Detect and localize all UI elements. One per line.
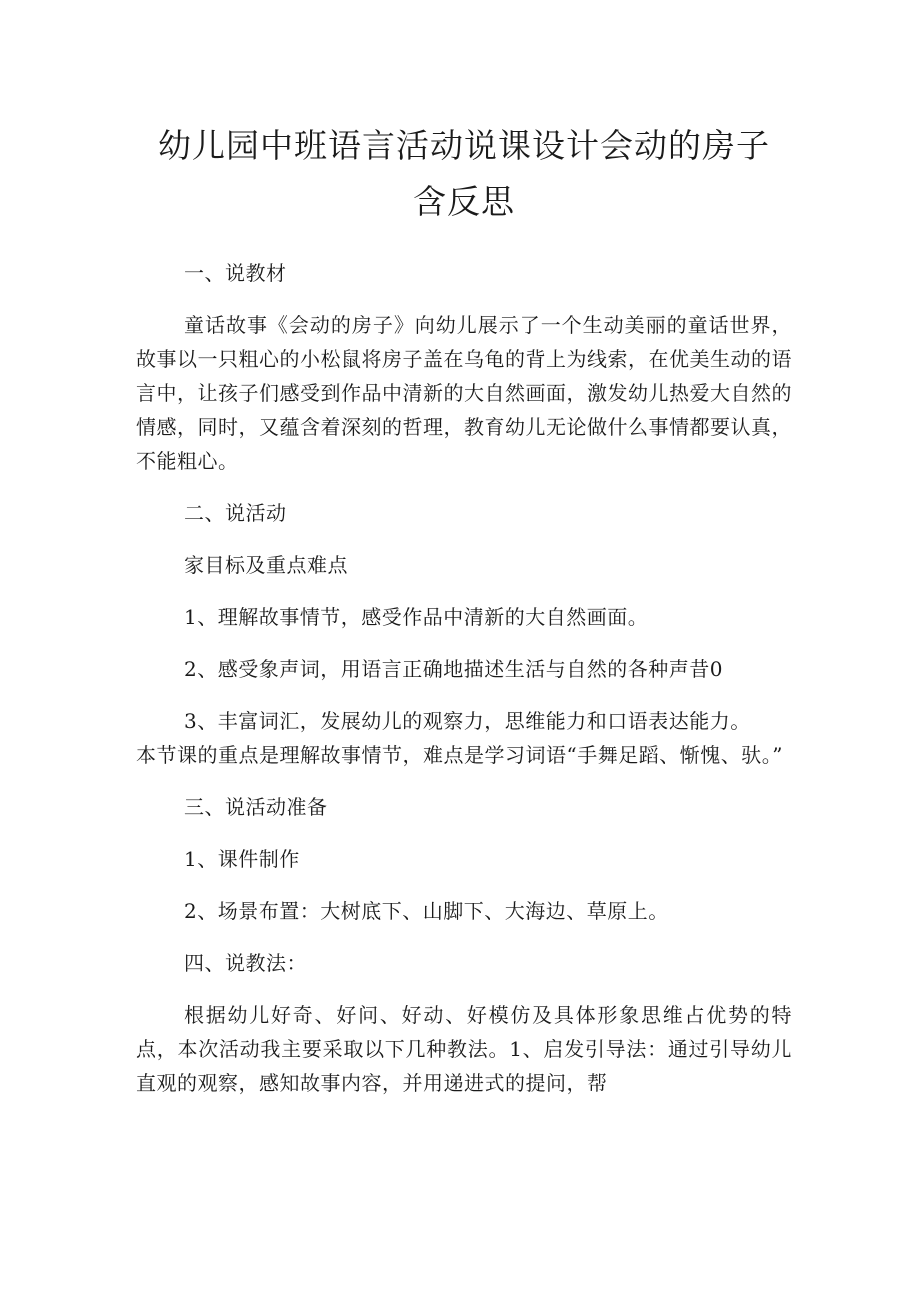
document-title — [136, 118, 792, 230]
goal-item-3: 3、丰富词汇，发展幼儿的观察力，思维能力和口语表达能力。 — [184, 709, 751, 733]
goal-3-block — [136, 704, 792, 772]
prep-item-2: 2、场景布置：大树底下、山脚下、大海边、草原上。 — [184, 899, 669, 923]
goal-item-2: 2、感受象声词，用语言正确地描述生活与自然的各种声昔0 — [184, 657, 723, 681]
section-heading-teaching-methods: 四、说教法： — [184, 951, 307, 975]
prep-item-1: 1、课件制作 — [184, 847, 300, 871]
title-line-1: 幼儿园中班语言活动说课设计会动的房子 — [158, 126, 770, 165]
goal-item-1: 1、理解故事情节，感受作品中清新的大自然画面。 — [184, 605, 649, 629]
section-heading-activity: 二、说活动 — [184, 501, 287, 525]
paragraph-teaching-material: 童话故事《会动的房子》向幼儿展示了一个生动美丽的童话世界，故事以一只粗心的小松鼠将房子盖在乌龟的背上为线索，在优美生动的语言中，让孩子们感受到作品中清新的大自然画面，激发幼儿热爱大自然的情感，同时，又蕴含着深刻的哲理，教育幼儿无论做什么事情都要认真，不能粗心。 — [136, 313, 792, 473]
document-page — [136, 118, 792, 1118]
paragraph-teaching-methods: 根据幼儿好奇、好问、好动、好模仿及具体形象思维占优势的特点，本次活动我主要采取以下几种教法。1、启发引导法：通过引导幼儿直观的观察，感知故事内容，并用递进式的提问，帮 — [136, 1003, 792, 1095]
subheading-goals: 家目标及重点难点 — [184, 553, 348, 577]
section-heading-teaching-material: 一、说教材 — [184, 261, 287, 285]
title-line-2: 含反思 — [413, 182, 515, 221]
focus-difficulty-text: 本节课的重点是理解故事情节，难点是学习词语“手舞足蹈、惭愧、驮。” — [136, 743, 783, 767]
section-heading-preparation: 三、说活动准备 — [184, 795, 328, 819]
